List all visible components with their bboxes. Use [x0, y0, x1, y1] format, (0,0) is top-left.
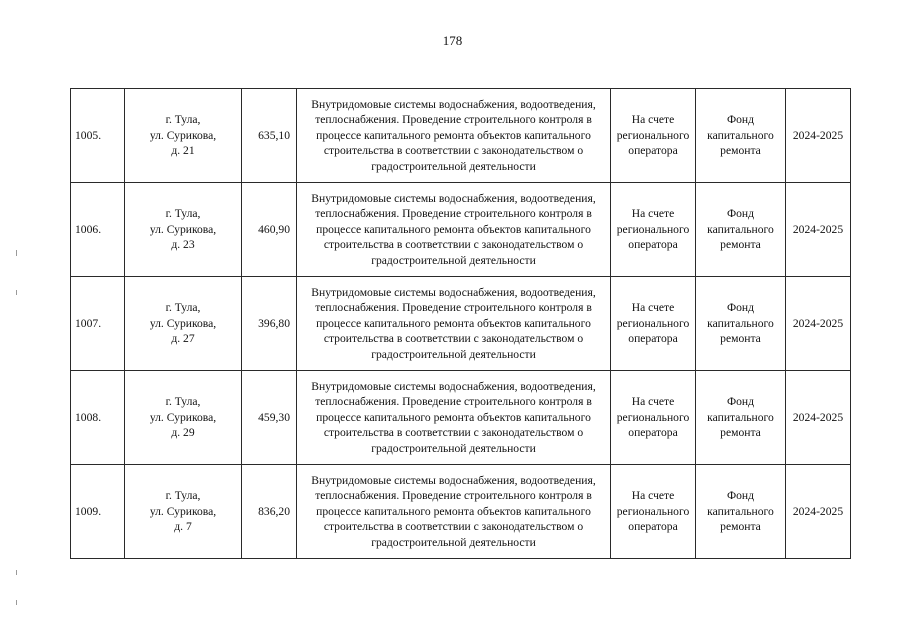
- funding-source-cell: Фонд капитального ремонта: [696, 183, 786, 277]
- table-row: [71, 277, 851, 371]
- account-cell: На счете регионального оператора: [611, 183, 696, 277]
- scan-artifact: [16, 290, 17, 295]
- address-line: д. 27: [171, 332, 195, 346]
- funding-source-cell: Фонд капитального ремонта: [696, 277, 786, 371]
- scan-artifact: [16, 250, 17, 256]
- address-line: г. Тула,: [165, 395, 201, 409]
- area-cell: 459,30: [242, 371, 297, 465]
- address-line: д. 23: [171, 238, 195, 252]
- table-row: [71, 89, 851, 183]
- address-line: д. 7: [174, 520, 192, 534]
- address-cell: [125, 183, 242, 277]
- address-cell: [125, 277, 242, 371]
- address-line: д. 29: [171, 426, 195, 440]
- funding-source-cell: Фонд капитального ремонта: [696, 371, 786, 465]
- row-number-cell: 1009.: [71, 465, 125, 559]
- area-cell: 460,90: [242, 183, 297, 277]
- area-cell: 635,10: [242, 89, 297, 183]
- work-description-cell: Внутридомовые системы водоснабжения, водоотведения, теплоснабжения. Проведение строительного контроля в процессе капитального ремонта объектов капитального строительства в соответствии с законодательством о градостроительной деятельности: [297, 89, 611, 183]
- work-description-cell: Внутридомовые системы водоснабжения, водоотведения, теплоснабжения. Проведение строительного контроля в процессе капитального ремонта объектов капитального строительства в соответствии с законодательством о градостроительной деятельности: [297, 371, 611, 465]
- address-line: г. Тула,: [165, 113, 201, 127]
- address-line: г. Тула,: [165, 301, 201, 315]
- address-line: ул. Сурикова,: [149, 410, 217, 424]
- address-line: ул. Сурикова,: [149, 316, 217, 330]
- period-cell: 2024-2025: [786, 183, 851, 277]
- address-line: ул. Сурикова,: [149, 222, 217, 236]
- row-number-cell: 1006.: [71, 183, 125, 277]
- row-number-cell: 1007.: [71, 277, 125, 371]
- address-line: ул. Сурикова,: [149, 128, 217, 142]
- funding-source-cell: Фонд капитального ремонта: [696, 89, 786, 183]
- area-cell: 396,80: [242, 277, 297, 371]
- account-cell: На счете регионального оператора: [611, 371, 696, 465]
- table-row: [71, 465, 851, 559]
- work-description-cell: Внутридомовые системы водоснабжения, водоотведения, теплоснабжения. Проведение строительного контроля в процессе капитального ремонта объектов капитального строительства в соответствии с законодательством о градостроительной деятельности: [297, 183, 611, 277]
- address-cell: [125, 89, 242, 183]
- period-cell: 2024-2025: [786, 89, 851, 183]
- address-line: г. Тула,: [165, 489, 201, 503]
- period-cell: 2024-2025: [786, 465, 851, 559]
- scan-artifact: [16, 570, 17, 575]
- period-cell: 2024-2025: [786, 371, 851, 465]
- repair-registry-table: [70, 88, 851, 559]
- scan-artifact: [16, 600, 17, 605]
- row-number-cell: 1005.: [71, 89, 125, 183]
- work-description-cell: Внутридомовые системы водоснабжения, водоотведения, теплоснабжения. Проведение строительного контроля в процессе капитального ремонта объектов капитального строительства в соответствии с законодательством о градостроительной деятельности: [297, 465, 611, 559]
- address-cell: [125, 371, 242, 465]
- account-cell: На счете регионального оператора: [611, 89, 696, 183]
- period-cell: 2024-2025: [786, 277, 851, 371]
- row-number-cell: 1008.: [71, 371, 125, 465]
- table-row: [71, 183, 851, 277]
- table-row: [71, 371, 851, 465]
- work-description-cell: Внутридомовые системы водоснабжения, водоотведения, теплоснабжения. Проведение строительного контроля в процессе капитального ремонта объектов капитального строительства в соответствии с законодательством о градостроительной деятельности: [297, 277, 611, 371]
- page-number: 178: [442, 33, 463, 48]
- account-cell: На счете регионального оператора: [611, 465, 696, 559]
- address-line: ул. Сурикова,: [149, 504, 217, 518]
- account-cell: На счете регионального оператора: [611, 277, 696, 371]
- area-cell: 836,20: [242, 465, 297, 559]
- address-line: г. Тула,: [165, 207, 201, 221]
- address-cell: [125, 465, 242, 559]
- table-body: [71, 89, 851, 559]
- address-line: д. 21: [171, 144, 195, 158]
- funding-source-cell: Фонд капитального ремонта: [696, 465, 786, 559]
